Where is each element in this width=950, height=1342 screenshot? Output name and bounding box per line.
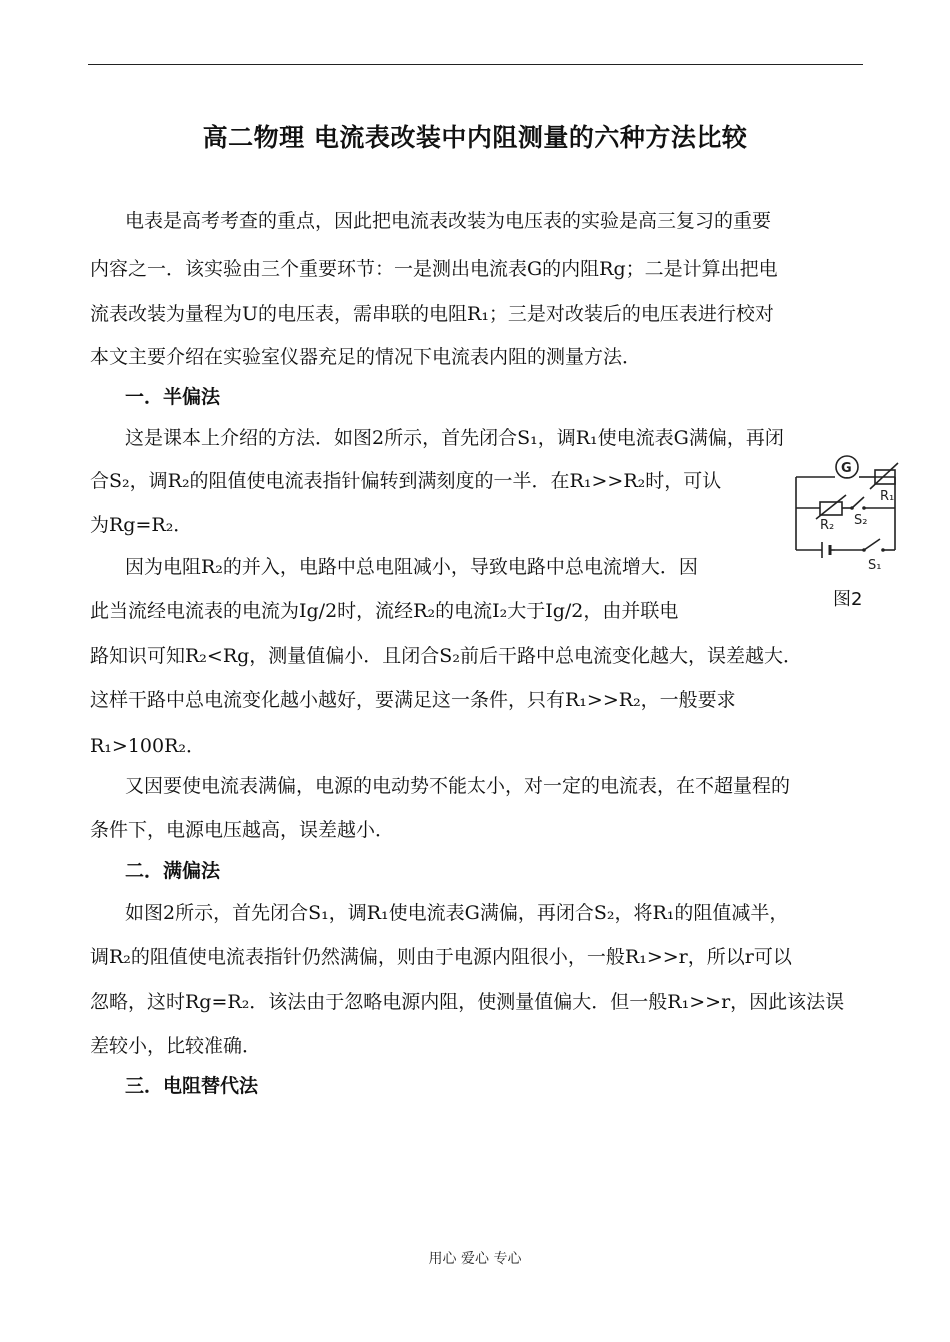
s1-p3-line-1: 又因要使电流表满偏，电源的电动势不能太小，对一定的电流表，在不超量程的 — [125, 775, 791, 797]
switch-s2 — [852, 497, 864, 508]
label-s1: S₁ — [868, 558, 882, 573]
s1-p2-line-2: 此当流经电流表的电流为Ig/2时，流经R₂的电流I₂大于Ig/2，由并联电 — [90, 600, 679, 622]
s2-p1-line-4: 差较小，比较准确． — [90, 1035, 262, 1057]
label-r1: R₁ — [880, 489, 895, 504]
s1-p2-line-1: 因为电阻R₂的并入，电路中总电阻减小，导致电路中总电流增大．因 — [125, 556, 698, 578]
s2-p1-line-2: 调R₂的阻值使电流表指针仍然满偏，则由于电源内阻很小，一般R₁>>r，所以r可以 — [90, 946, 792, 968]
s1-p2-line-4: 这样干路中总电流变化越小越好，要满足这一条件，只有R₁>>R₂，一般要求 — [90, 689, 736, 711]
figure-caption: 图2 — [833, 589, 863, 610]
s1-p1-line-2: 合S₂，调R₂的阻值使电流表指针偏转到满刻度的一半．在R₁>>R₂时，可认 — [90, 470, 722, 492]
page-title: 高二物理 电流表改装中内阻测量的六种方法比较 — [202, 123, 748, 152]
header-rule — [88, 64, 863, 65]
switch-s1 — [864, 539, 880, 550]
s2-p1-line-1: 如图2所示，首先闭合S₁，调R₁使电流表G满偏，再闭合S₂，将R₁的阻值减半， — [125, 902, 789, 924]
intro-line-4: 本文主要介绍在实验室仪器充足的情况下电流表内阻的测量方法． — [90, 346, 642, 368]
page-footer: 用心 爱心 专心 — [428, 1251, 522, 1267]
section-heading-2: 二．满偏法 — [125, 860, 221, 882]
label-s2: S₂ — [854, 513, 868, 528]
intro-line-3: 流表改装为量程为U的电压表，需串联的电阻R₁；三是对改装后的电压表进行校对 — [90, 303, 774, 325]
label-g: G — [841, 461, 852, 476]
s1-p1-line-1: 这是课本上介绍的方法．如图2所示，首先闭合S₁，调R₁使电流表G满偏，再闭 — [125, 427, 784, 449]
s1-p3-line-2: 条件下，电源电压越高，误差越小． — [90, 819, 395, 841]
section-heading-3: 三．电阻替代法 — [125, 1075, 259, 1097]
s1-p2-line-5: R₁>100R₂． — [90, 735, 206, 757]
s2-p1-line-3: 忽略，这时Rg=R₂．该法由于忽略电源内阻，使测量值偏大．但一般R₁>>r，因此该法误 — [90, 991, 845, 1013]
label-r2: R₂ — [820, 518, 835, 533]
s1-p2-line-3: 路知识可知R₂<Rg，测量值偏小．且闭合S₂前后干路中总电流变化越大，误差越大． — [90, 645, 802, 667]
intro-line-1: 电表是高考考查的重点，因此把电流表改装为电压表的实验是高三复习的重要 — [125, 210, 772, 232]
s1-p1-line-3: 为Rg=R₂． — [90, 514, 193, 536]
section-heading-1: 一．半偏法 — [125, 386, 221, 408]
intro-line-2: 内容之一．该实验由三个重要环节：一是测出电流表G的内阻Rg；二是计算出把电 — [90, 258, 778, 280]
